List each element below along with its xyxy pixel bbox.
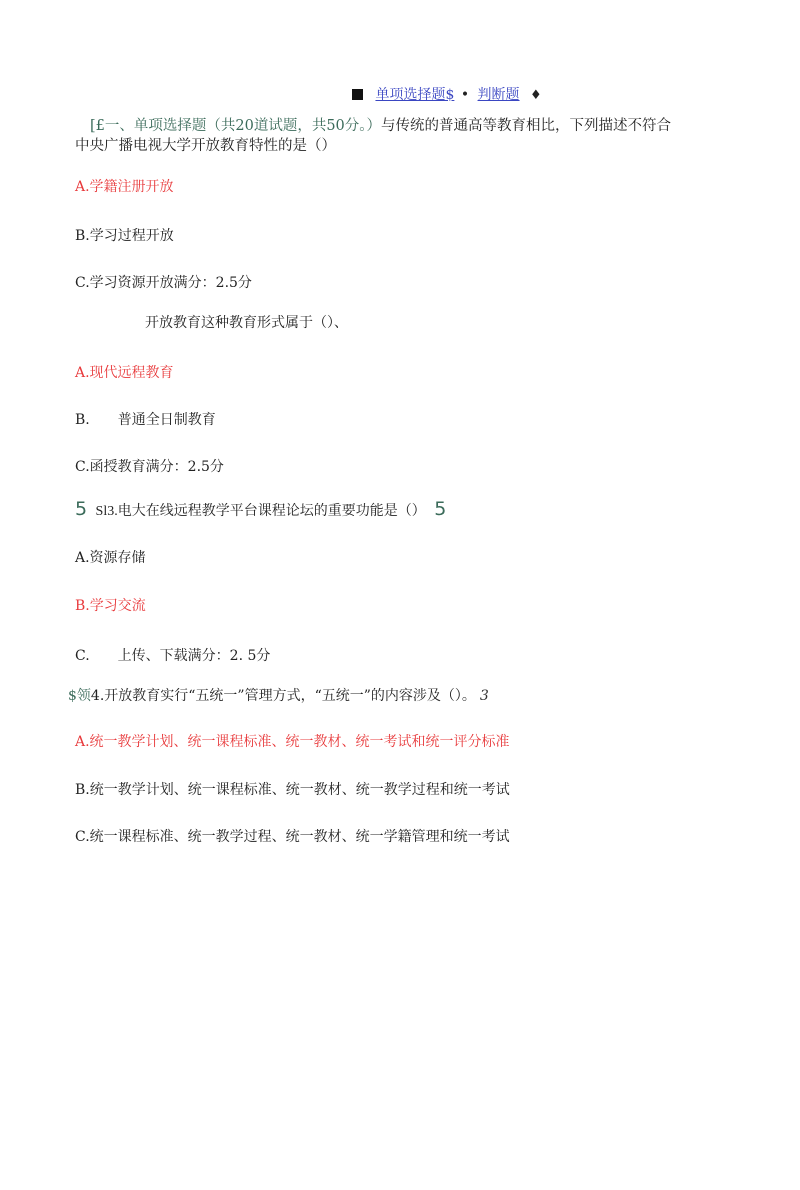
q1-option-c[interactable]: C.学习资源开放满分：2.5分 [75,275,252,291]
question-1-line-1 [90,117,671,136]
tab-single-choice[interactable]: 单项选择题$ [375,87,455,103]
q2-option-a[interactable]: A.现代远程教育 [75,365,174,381]
diamond-icon: ♦ [530,88,542,103]
q3-option-b[interactable]: B.学习交流 [75,598,146,614]
q4-option-a[interactable]: A.统一教学计划、统一课程标准、统一教材、统一考试和统一评分标准 [75,734,510,750]
q3-option-a[interactable]: A.资源存储 [75,550,146,566]
question-4-line [68,687,489,705]
question-1-text: 与传统的普通高等教育相比，下列描述不符合 [381,118,672,134]
q2-option-b[interactable] [75,411,216,429]
question-4-suffix: 3 [479,688,489,704]
tab-true-false[interactable]: 判断题 [477,87,520,103]
q1-option-a[interactable]: A.学籍注册开放 [75,179,174,195]
q2-option-c[interactable]: C.函授教育满分：2.5分 [75,459,224,475]
question-4-text: 4.开放教育实行“五统一”管理方式，“五统一”的内容涉及（）。 [90,688,476,704]
question-3-number-right: 5 [434,498,447,520]
question-1-line-2: 中央广播电视大学开放教育特性的是（） [75,138,336,154]
section-heading: [£一、单项选择题（共20道试题，共50分。） [90,118,382,134]
question-3-number-left: 5 [75,498,88,520]
q1-option-b[interactable]: B.学习过程开放 [75,228,174,244]
question-3-line [75,498,446,523]
q4-option-b[interactable]: B.统一教学计划、统一课程标准、统一教材、统一教学过程和统一考试 [75,782,510,798]
q3-option-c-letter: C. [75,648,90,664]
section-nav [352,86,542,105]
q3-option-c[interactable] [75,647,270,665]
question-2-text: 开放教育这种教育形式属于（）、 [145,315,348,331]
q4-option-c[interactable]: C.统一课程标准、统一教学过程、统一教材、统一学籍管理和统一考试 [75,829,510,845]
q3-option-c-text: 上传、下载满分：2. 5分 [117,648,271,664]
question-3-text: 电大在线远程教学平台课程论坛的重要功能是（） [117,503,426,519]
q2-option-b-letter: B. [75,412,90,428]
square-bullet-icon [352,89,363,100]
question-4-prefix: $领 [68,688,91,704]
q2-option-b-text: 普通全日制教育 [117,412,216,428]
question-3-prefix: Sl3. [95,504,118,519]
nav-separator: • [460,87,470,103]
